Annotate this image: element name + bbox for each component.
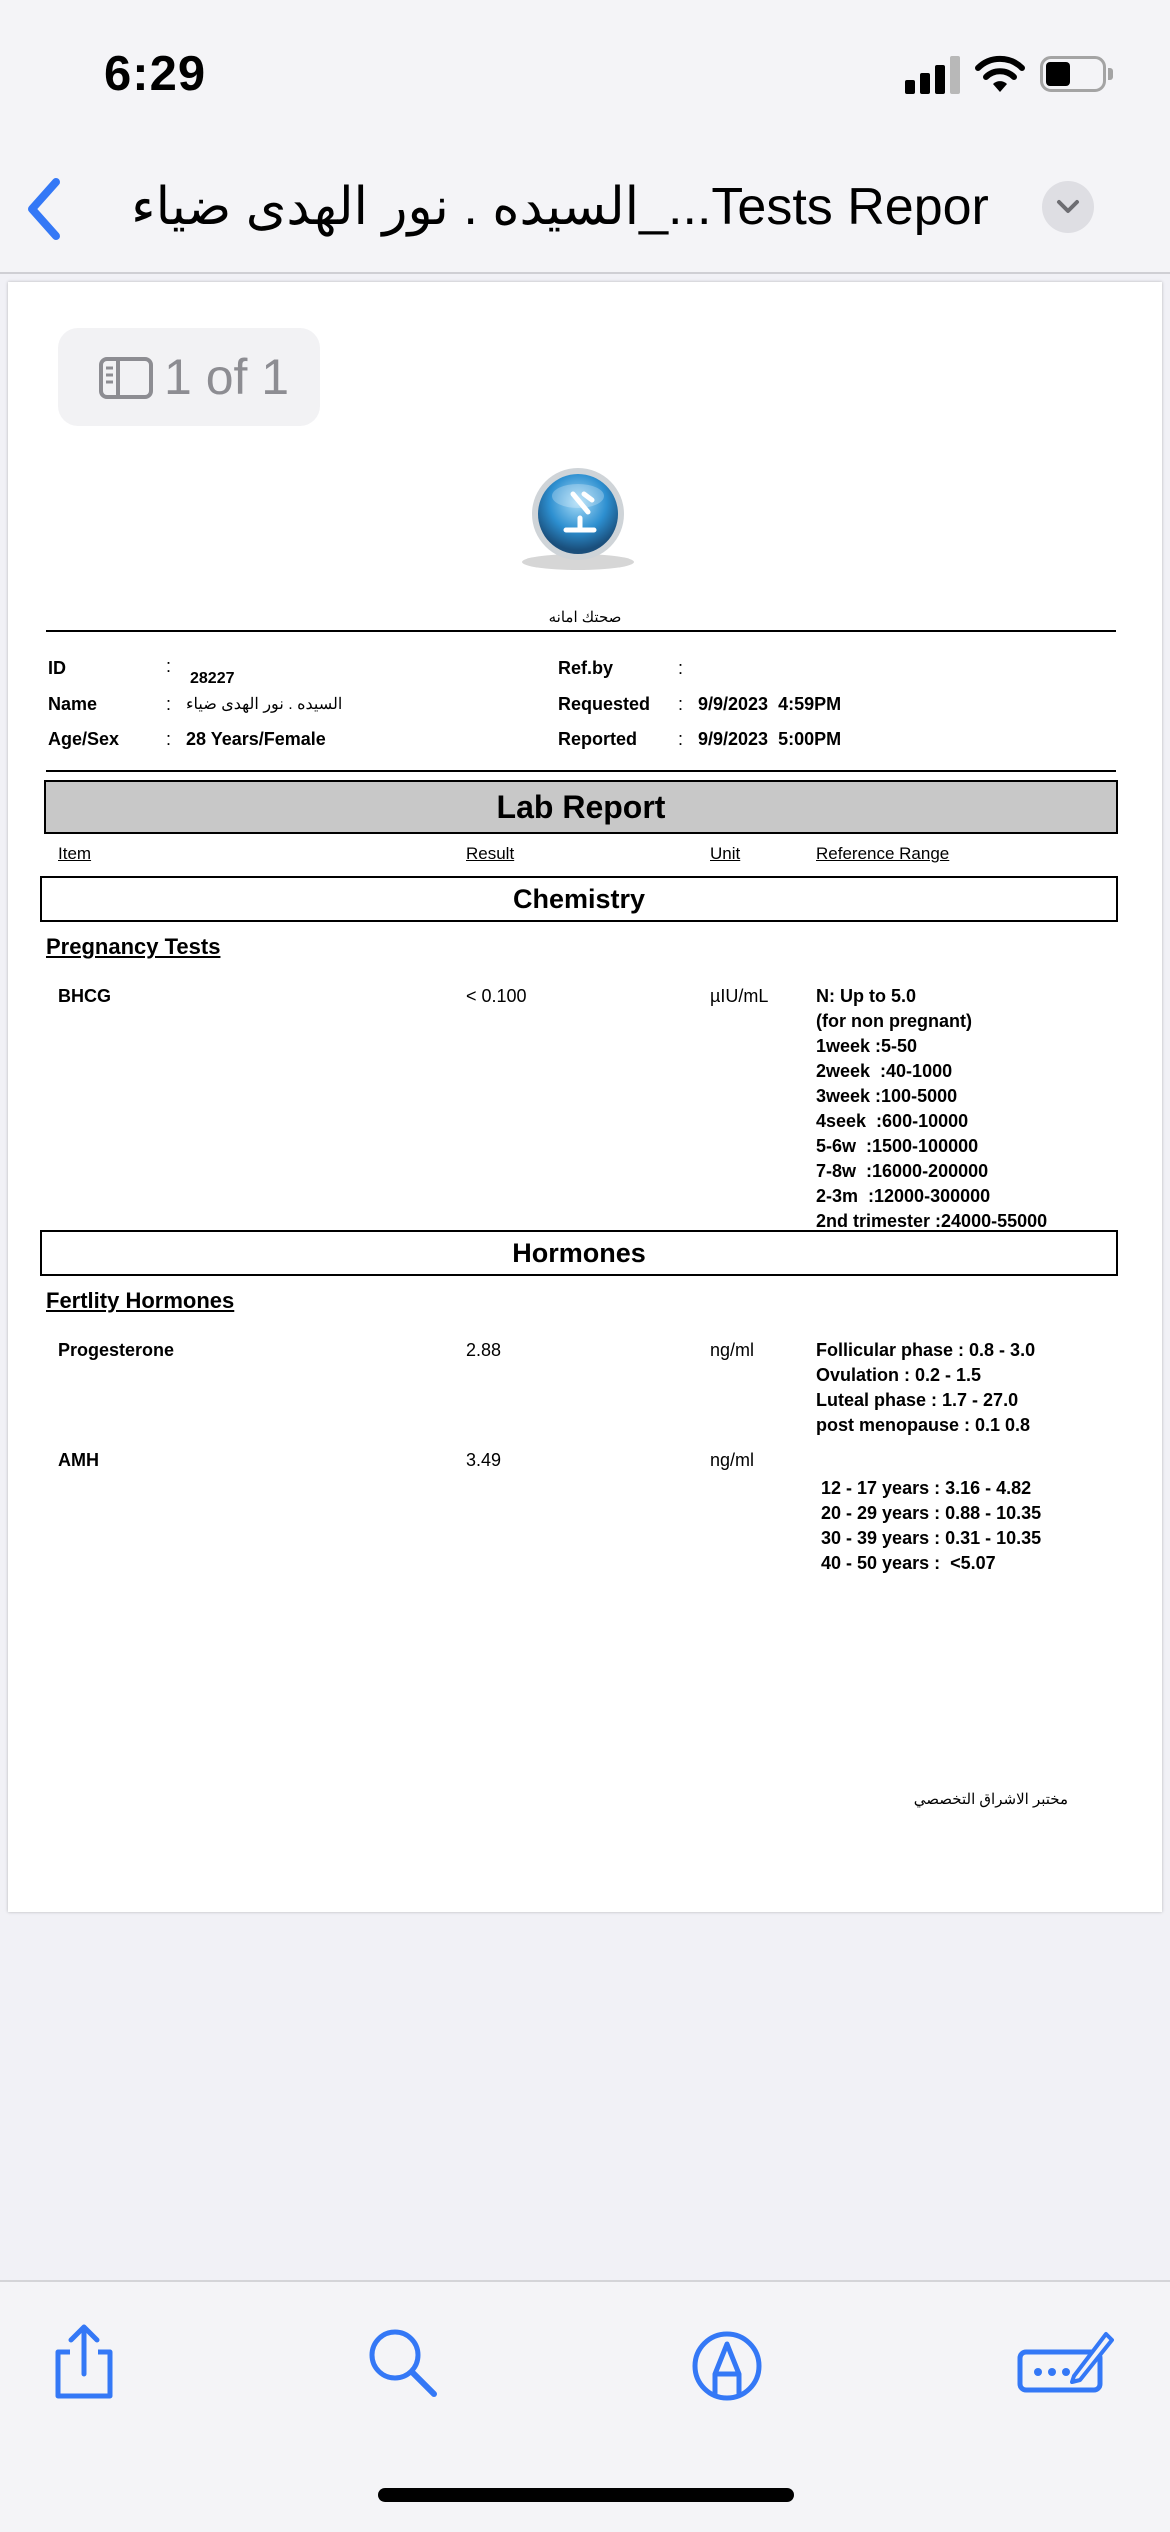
sidebar-icon bbox=[98, 356, 154, 400]
reference-line: 2nd trimester :24000-55000 bbox=[816, 1211, 1048, 1231]
reference-line: post menopause : 0.1 0.8 bbox=[816, 1415, 1031, 1435]
lab-report-banner: Lab Report bbox=[44, 780, 1118, 834]
lab-subtitle: صحتك امانه bbox=[548, 609, 622, 626]
refby-colon: : bbox=[678, 658, 684, 678]
reference-line: Follicular phase : 0.8 - 3.0 bbox=[816, 1340, 1036, 1360]
reference-line: 1week :5-50 bbox=[816, 1036, 918, 1056]
refby-label: Ref.by bbox=[558, 658, 614, 678]
title-menu-button[interactable] bbox=[1042, 181, 1094, 233]
test-item-amh: AMH bbox=[58, 1450, 99, 1470]
document-page[interactable] bbox=[8, 282, 1162, 1912]
section-subtitle-fertility-hormones: Fertlity Hormones bbox=[46, 1288, 235, 1313]
reference-line: Luteal phase : 1.7 - 27.0 bbox=[816, 1390, 1019, 1410]
column-item: Item bbox=[58, 844, 92, 863]
test-result-bhcg: < 0.100 bbox=[466, 986, 527, 1006]
home-indicator[interactable] bbox=[378, 2488, 794, 2502]
lab-logo bbox=[518, 464, 638, 574]
section-chemistry: Chemistry bbox=[40, 876, 1118, 922]
test-item-bhcg: BHCG bbox=[58, 986, 111, 1006]
reported-label: Reported bbox=[558, 729, 638, 749]
reference-line: 3week :100-5000 bbox=[816, 1086, 958, 1106]
name-label: Name bbox=[48, 694, 98, 714]
requested-colon: : bbox=[678, 694, 684, 714]
name-value: السيده . نور الهدى ضياء bbox=[186, 696, 343, 713]
test-unit-amh: ng/ml bbox=[710, 1450, 755, 1470]
status-time: 6:29 bbox=[104, 47, 207, 101]
fill-sign-icon[interactable] bbox=[1016, 2322, 1114, 2402]
id-label: ID bbox=[48, 658, 66, 678]
section-hormones: Hormones bbox=[40, 1230, 1118, 1276]
test-unit-progesterone: ng/ml bbox=[710, 1340, 755, 1360]
age-value: 28 Years/Female bbox=[186, 729, 326, 749]
id-value: 28227 bbox=[190, 670, 235, 687]
document-title[interactable]: السيده . نور الهدى ضياء_...Tests Repor bbox=[131, 178, 989, 236]
reference-line: 40 - 50 years : <5.07 bbox=[816, 1553, 996, 1573]
test-result-progesterone: 2.88 bbox=[466, 1340, 502, 1360]
reported-value: 9/9/2023 5:00PM bbox=[698, 729, 842, 749]
wifi-icon bbox=[974, 52, 1026, 94]
column-unit: Unit bbox=[710, 844, 741, 863]
requested-value: 9/9/2023 4:59PM bbox=[698, 694, 842, 714]
reference-line: 2-3m :12000-300000 bbox=[816, 1186, 991, 1206]
reference-line: Ovulation : 0.2 - 1.5 bbox=[816, 1365, 982, 1385]
reference-line: 12 - 17 years : 3.16 - 4.82 bbox=[816, 1478, 1032, 1498]
test-reference-amh bbox=[816, 1476, 1041, 1576]
lab-signature: مختبر الاشراق التخصصي bbox=[913, 1791, 1068, 1808]
page-count-label: 1 of 1 bbox=[164, 349, 290, 405]
test-unit-bhcg: µIU/mL bbox=[710, 986, 769, 1006]
markup-pen-icon[interactable] bbox=[687, 2322, 767, 2402]
info-divider bbox=[46, 770, 1116, 772]
age-colon: : bbox=[166, 729, 172, 749]
search-icon[interactable] bbox=[362, 2322, 442, 2402]
reference-line: 20 - 29 years : 0.88 - 10.35 bbox=[816, 1503, 1042, 1523]
column-result: Result bbox=[466, 844, 515, 863]
navigation-bar bbox=[0, 150, 1170, 274]
reference-line: 30 - 39 years : 0.31 - 10.35 bbox=[816, 1528, 1042, 1548]
reported-colon: : bbox=[678, 729, 684, 749]
chevron-down-icon bbox=[1056, 197, 1080, 217]
cellular-signal-icon bbox=[905, 56, 963, 94]
page-indicator[interactable] bbox=[58, 328, 320, 426]
section-subtitle-pregnancy-tests: Pregnancy Tests bbox=[46, 934, 221, 959]
test-result-amh: 3.49 bbox=[466, 1450, 502, 1470]
share-icon[interactable] bbox=[44, 2322, 124, 2402]
age-label: Age/Sex bbox=[48, 729, 120, 749]
test-item-progesterone: Progesterone bbox=[58, 1340, 175, 1360]
id-colon: : bbox=[166, 656, 172, 676]
status-bar bbox=[0, 0, 1170, 150]
reference-line: 7-8w :16000-200000 bbox=[816, 1161, 989, 1181]
reference-line: (for non pregnant) bbox=[816, 1011, 972, 1031]
reference-line: 5-6w :1500-100000 bbox=[816, 1136, 979, 1156]
header-divider bbox=[46, 630, 1116, 632]
chevron-left-icon[interactable] bbox=[20, 174, 70, 244]
name-colon: : bbox=[166, 694, 172, 714]
battery-icon bbox=[1040, 56, 1112, 92]
column-reference-range: Reference Range bbox=[816, 844, 950, 863]
requested-label: Requested bbox=[558, 694, 651, 714]
reference-line: 2week :40-1000 bbox=[816, 1061, 953, 1081]
reference-line: N: Up to 5.0 bbox=[816, 986, 917, 1006]
reference-line: 4seek :600-10000 bbox=[816, 1111, 969, 1131]
test-reference-progesterone bbox=[816, 1338, 1035, 1438]
test-reference-bhcg bbox=[816, 984, 1047, 1234]
